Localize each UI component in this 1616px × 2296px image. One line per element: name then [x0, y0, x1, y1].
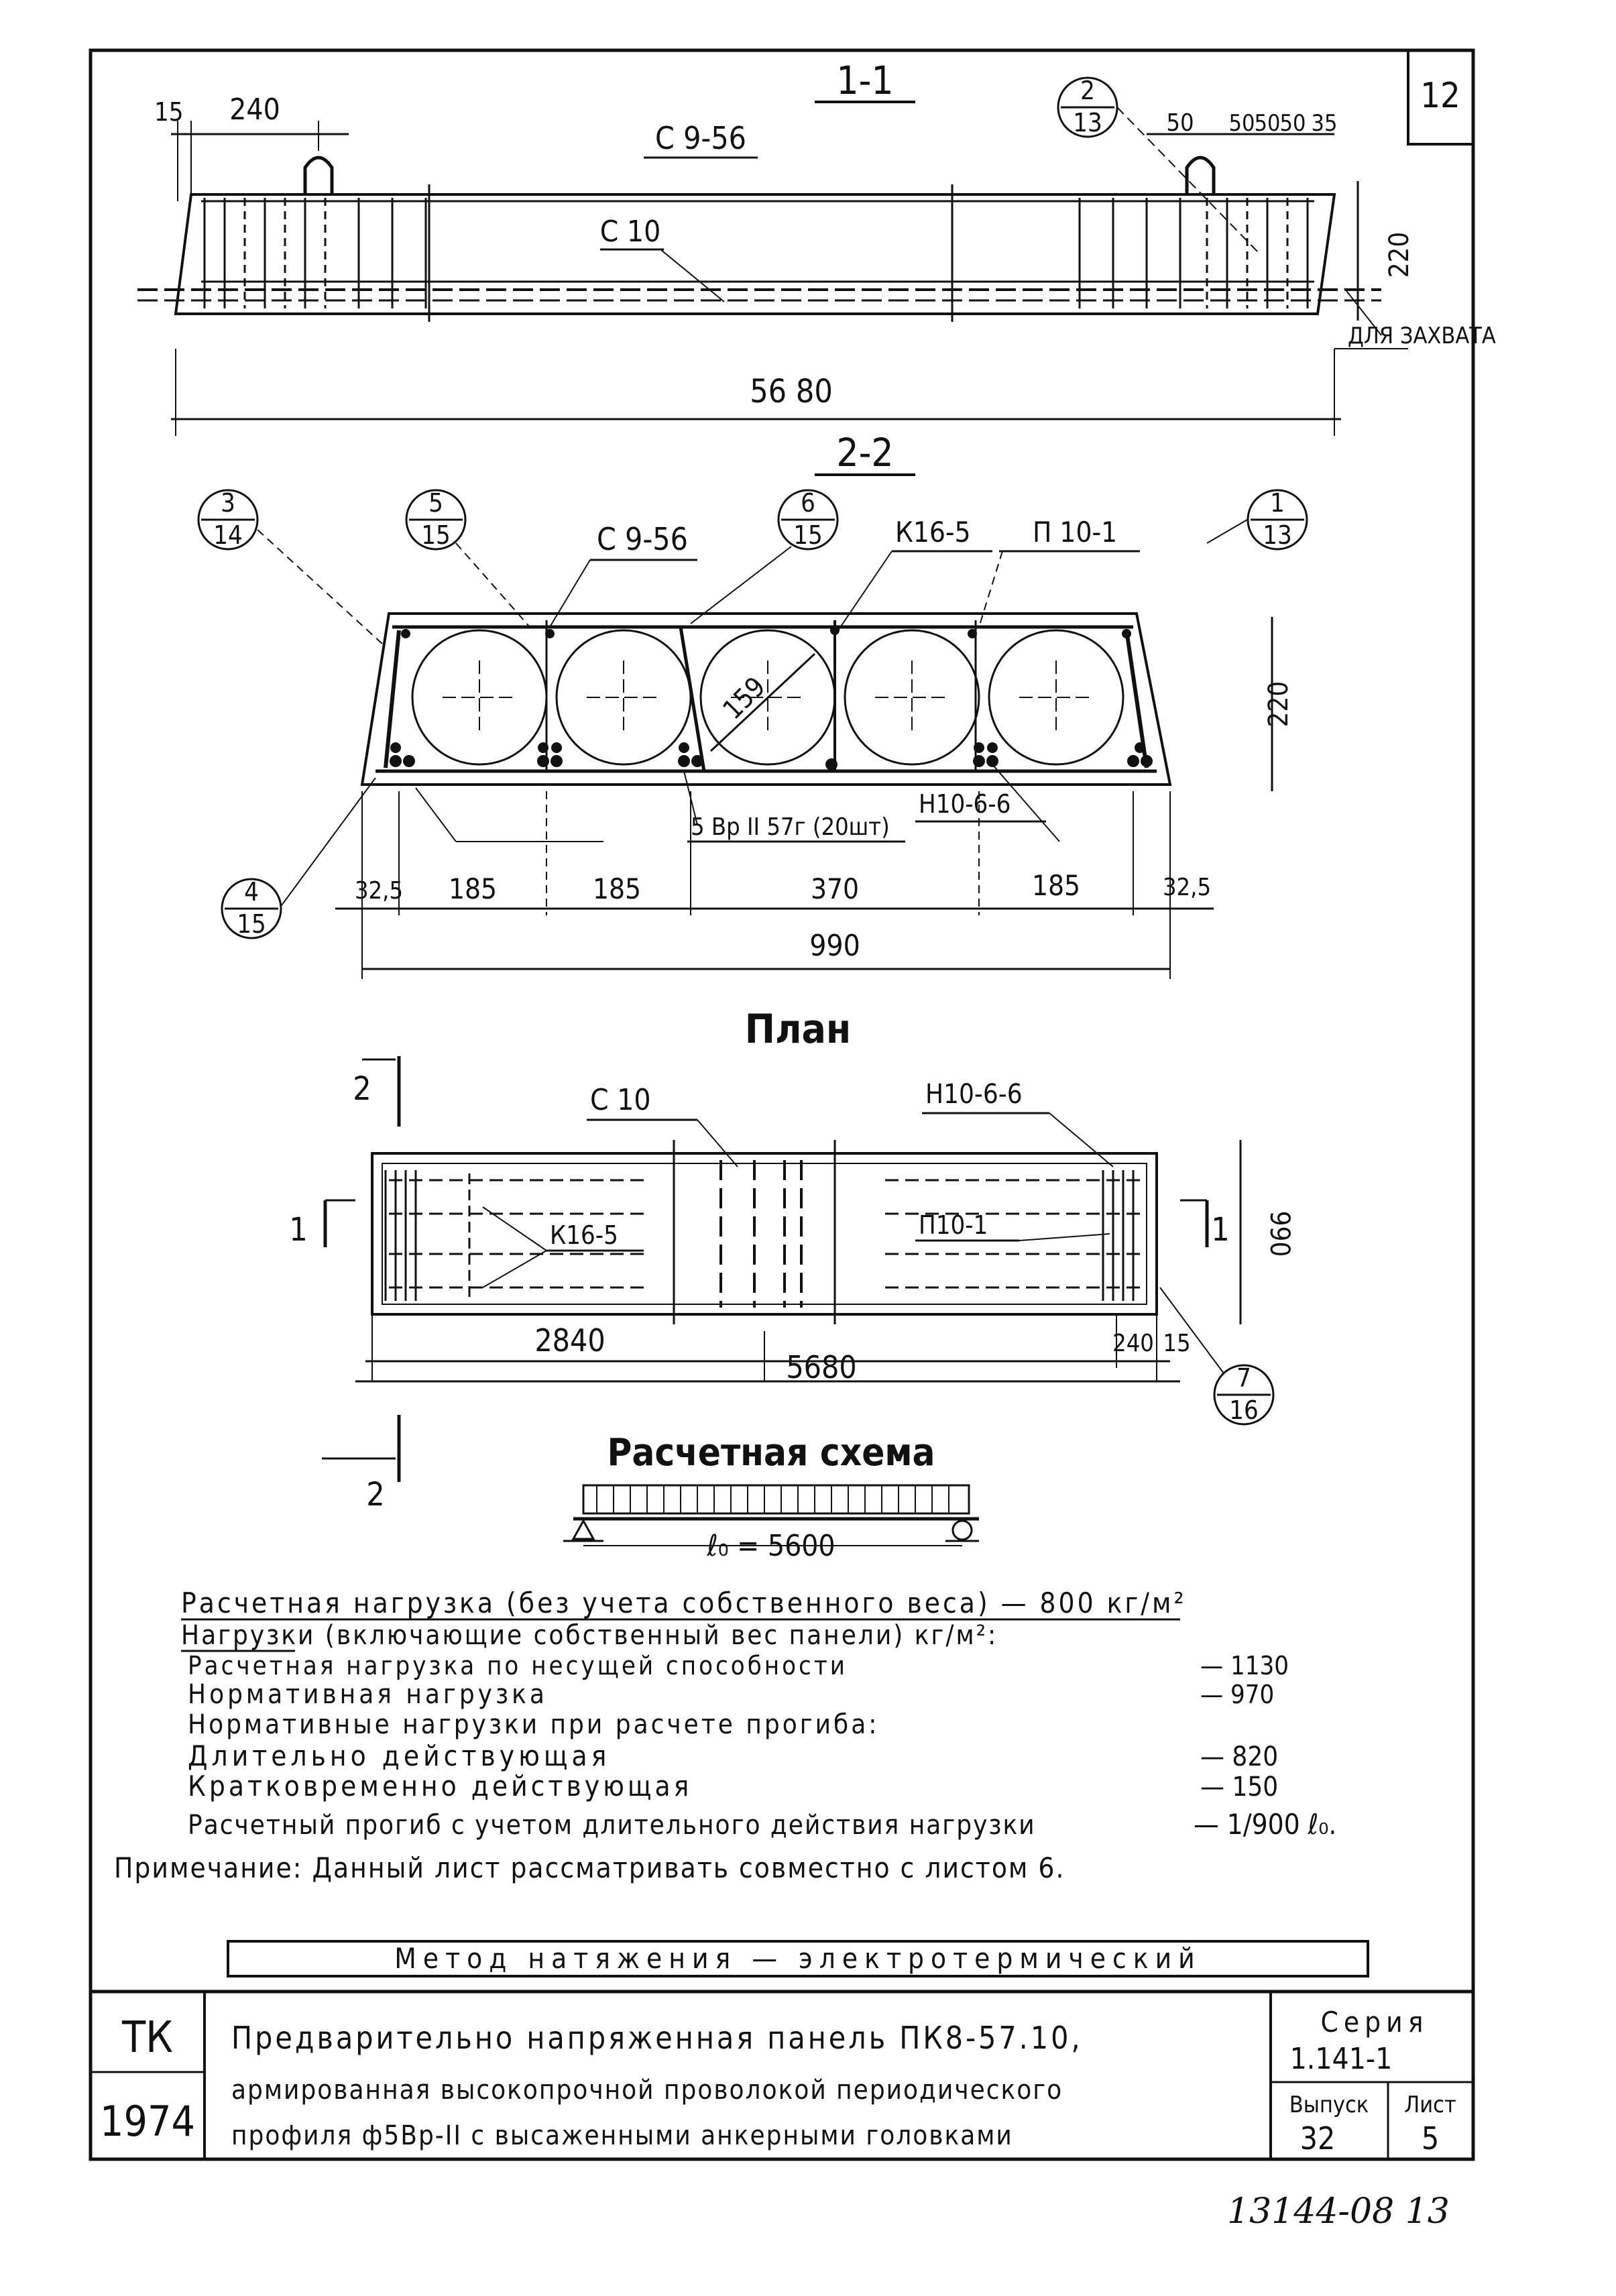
- label-p10-1: П 10-1: [1033, 516, 1118, 549]
- load-row-4-label: Длительно действующая: [188, 1739, 611, 1772]
- load-row-5-label: Кратковременно действующая: [188, 1770, 693, 1802]
- callout-den: 14: [213, 520, 243, 550]
- dim-240-plan: 240: [1112, 1330, 1154, 1357]
- mesh-c9-56: С 9-56: [655, 120, 746, 156]
- dim-185-b: 185: [592, 872, 642, 905]
- scheme-title: Расчетная схема: [607, 1431, 935, 1475]
- plan-label-k16-5: К16-5: [550, 1220, 618, 1250]
- load-line-2: Нагрузки (включающие собственный вес панели) кг/м²:: [181, 1620, 998, 1651]
- label-rebar: 5 Вр II 57г (20шт): [691, 813, 890, 841]
- load-line-1: Расчетная нагрузка (без учета собственного веса) — 800 кг/м²: [181, 1587, 1187, 1619]
- plan-outline: [372, 1153, 1157, 1314]
- callout-num: 2: [1080, 76, 1095, 105]
- series-label: Серия: [1320, 2006, 1429, 2039]
- callout-den: 16: [1229, 1395, 1259, 1425]
- title-line-3: профиля ф5Вр-II с высаженными анкерными головками: [231, 2120, 1013, 2151]
- dim-32-5-right: 32,5: [1162, 874, 1212, 901]
- label-c9-56: С 9-56: [597, 521, 688, 557]
- dim-50-a: 50: [1166, 109, 1194, 137]
- load-row-3-label: Нормативные нагрузки при расчете прогиба:: [188, 1709, 880, 1740]
- dim-370: 370: [810, 872, 860, 905]
- callout-num: 7: [1236, 1363, 1251, 1393]
- cut-1-right: 1: [1211, 1211, 1230, 1249]
- support-left: [573, 1521, 593, 1539]
- loads-block: [114, 1587, 1336, 1884]
- load-row-2-label: Нормативная нагрузка: [188, 1679, 548, 1710]
- plan-mesh-c10: [721, 1160, 801, 1308]
- dim-990: 990: [809, 929, 860, 963]
- lifting-loop-right: [1187, 158, 1214, 194]
- cut-1-left: 1: [289, 1211, 308, 1249]
- dim-185-c: 185: [1031, 869, 1081, 902]
- dim-2840: 2840: [534, 1322, 605, 1359]
- cut-2-top: 2: [353, 1070, 371, 1108]
- title-line-2: армированная высокопрочной проволокой периодического: [231, 2075, 1063, 2106]
- section-1-1: [137, 58, 1496, 436]
- callout-2-13: [1058, 76, 1261, 255]
- length-5680: 56 80: [750, 373, 833, 410]
- archive-number: 13144-08 13: [1227, 2191, 1450, 2232]
- callout-1-13: [1207, 488, 1307, 550]
- label-h10-6-6: Н10-6-6: [919, 789, 1011, 819]
- lifting-loop-left: [305, 158, 332, 194]
- plan-label-h10-6-6: Н10-6-6: [925, 1079, 1023, 1110]
- load-row-1-value: — 1130: [1200, 1651, 1289, 1680]
- dim-15-plan: 15: [1163, 1330, 1191, 1357]
- load-row-5-value: — 150: [1200, 1772, 1279, 1802]
- dim-50-c: 50: [1254, 110, 1281, 137]
- label-k16-5: К16-5: [895, 516, 971, 549]
- org-tk: ТК: [121, 2013, 174, 2063]
- title-block: [91, 1992, 1473, 2159]
- callout-den: 15: [793, 520, 823, 550]
- callout-den: 13: [1073, 108, 1102, 137]
- callout-num: 4: [244, 877, 259, 907]
- dim-35: 35: [1311, 110, 1338, 137]
- callout-den: 15: [237, 909, 266, 939]
- dim-185-a: 185: [448, 872, 498, 905]
- callout-5-15: [406, 488, 530, 627]
- load-row-1-label: Расчетная нагрузка по несущей способности: [188, 1651, 848, 1680]
- callout-4-15: [222, 778, 376, 939]
- stirrups-right: [1080, 198, 1308, 308]
- plan-width-990: 990: [1264, 1210, 1295, 1257]
- callout-num: 1: [1270, 488, 1285, 518]
- dim-5680-plan: 5680: [786, 1349, 857, 1385]
- sheet-label: Лист: [1404, 2091, 1456, 2118]
- callout-num: 5: [428, 488, 443, 518]
- support-right: [953, 1521, 972, 1540]
- note-for-grip: ДЛЯ ЗАХВАТА: [1348, 323, 1496, 349]
- void-diameter: 159: [717, 671, 772, 726]
- issue-value: 32: [1300, 2120, 1336, 2157]
- sheet-frame: [91, 50, 1473, 2159]
- section-1-1-title: 1-1: [836, 58, 894, 103]
- beam-outline: [176, 194, 1334, 314]
- plan-label-p10-1: П10-1: [919, 1210, 988, 1240]
- plan-label-c10: С 10: [590, 1083, 651, 1117]
- issue-label: Выпуск: [1289, 2091, 1369, 2118]
- load-row-2-value: — 970: [1200, 1680, 1275, 1709]
- year: 1974: [100, 2097, 195, 2146]
- sheet-number: 12: [1420, 76, 1460, 116]
- dim-15: 15: [154, 97, 184, 127]
- stirrups-left: [205, 198, 426, 308]
- dim-50-d: 50: [1279, 110, 1306, 137]
- height-220: 220: [1384, 231, 1415, 278]
- callout-den: 13: [1263, 520, 1292, 550]
- note: Примечание: Данный лист рассматривать совместно с листом 6.: [114, 1851, 1065, 1884]
- load-row-4-value: — 820: [1200, 1741, 1279, 1772]
- section-2-2-title: 2-2: [836, 430, 894, 475]
- sheet-value: 5: [1421, 2120, 1440, 2157]
- mesh-c10: С 10: [599, 215, 661, 249]
- height-220-b: 220: [1263, 681, 1294, 728]
- callout-den: 15: [421, 520, 451, 550]
- dim-50-b: 50: [1228, 110, 1255, 137]
- title-line-1: Предварительно напряженная панель ПК8-57.10,: [231, 2020, 1083, 2056]
- load-bar: [583, 1485, 969, 1513]
- callout-6-15: [691, 488, 838, 624]
- callout-3-14: [198, 488, 382, 644]
- plan-title: План: [744, 1006, 852, 1053]
- cut-2-bottom: 2: [366, 1476, 385, 1513]
- method-text: Метод натяжения — электротермический: [394, 1942, 1202, 1975]
- deflection-label: Расчетный прогиб с учетом длительного действия нагрузки: [188, 1810, 1036, 1841]
- dim-240: 240: [229, 93, 280, 127]
- calc-scheme: [563, 1431, 979, 1563]
- callout-num: 6: [801, 488, 815, 518]
- section-2-2: [198, 430, 1307, 979]
- deflection-value: — 1/900 ℓ₀.: [1194, 1808, 1337, 1841]
- span-l0: ℓ₀ = 5600: [707, 1529, 835, 1563]
- series-value: 1.141-1: [1289, 2042, 1393, 2076]
- dim-32-5-left: 32,5: [354, 877, 404, 905]
- callout-num: 3: [221, 488, 235, 518]
